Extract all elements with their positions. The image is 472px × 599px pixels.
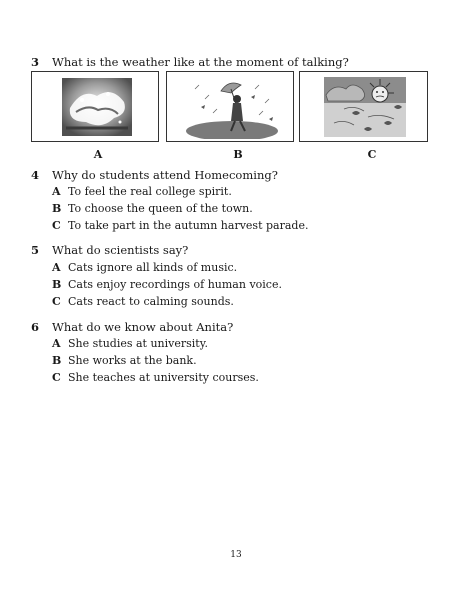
option-letter: B [52,278,62,291]
picture-label-c: C [367,148,377,161]
option-text: Cats enjoy recordings of human voice. [68,278,282,291]
option-letter: C [52,295,61,308]
windy-umbrella-image [185,77,279,139]
option-text: She works at the bank. [68,354,197,367]
option-text: Cats react to calming sounds. [68,295,234,308]
question-text: What is the weather like at the moment of talking? [52,55,349,69]
question-number: 6 [31,320,40,334]
picture-a [31,71,159,142]
sunny-windy-image [324,77,406,137]
option-letter: B [52,354,62,367]
option-text: To feel the real college spirit. [68,185,232,198]
option-text: To choose the queen of the town. [68,202,253,215]
question-number: 5 [31,243,40,257]
option-letter: C [52,219,61,232]
snow-scene-image [62,78,132,136]
question-number: 3 [31,55,40,69]
picture-b [166,71,294,142]
option-letter: A [52,337,61,350]
picture-label-b: B [233,148,243,161]
option-text: She teaches at university courses. [68,371,259,384]
question-text: What do we know about Anita? [52,320,234,334]
picture-label-a: A [93,148,103,161]
page-number: 13 [230,550,242,560]
option-letter: A [52,185,61,198]
option-text: To take part in the autumn harvest parade. [68,219,309,232]
option-letter: A [52,261,61,274]
picture-c [299,71,428,142]
question-text: Why do students attend Homecoming? [52,168,278,182]
question-number: 4 [31,168,40,182]
option-letter: C [52,371,61,384]
option-letter: B [52,202,62,215]
question-text: What do scientists say? [52,243,189,257]
option-text: She studies at university. [68,337,208,350]
option-text: Cats ignore all kinds of music. [68,261,238,274]
